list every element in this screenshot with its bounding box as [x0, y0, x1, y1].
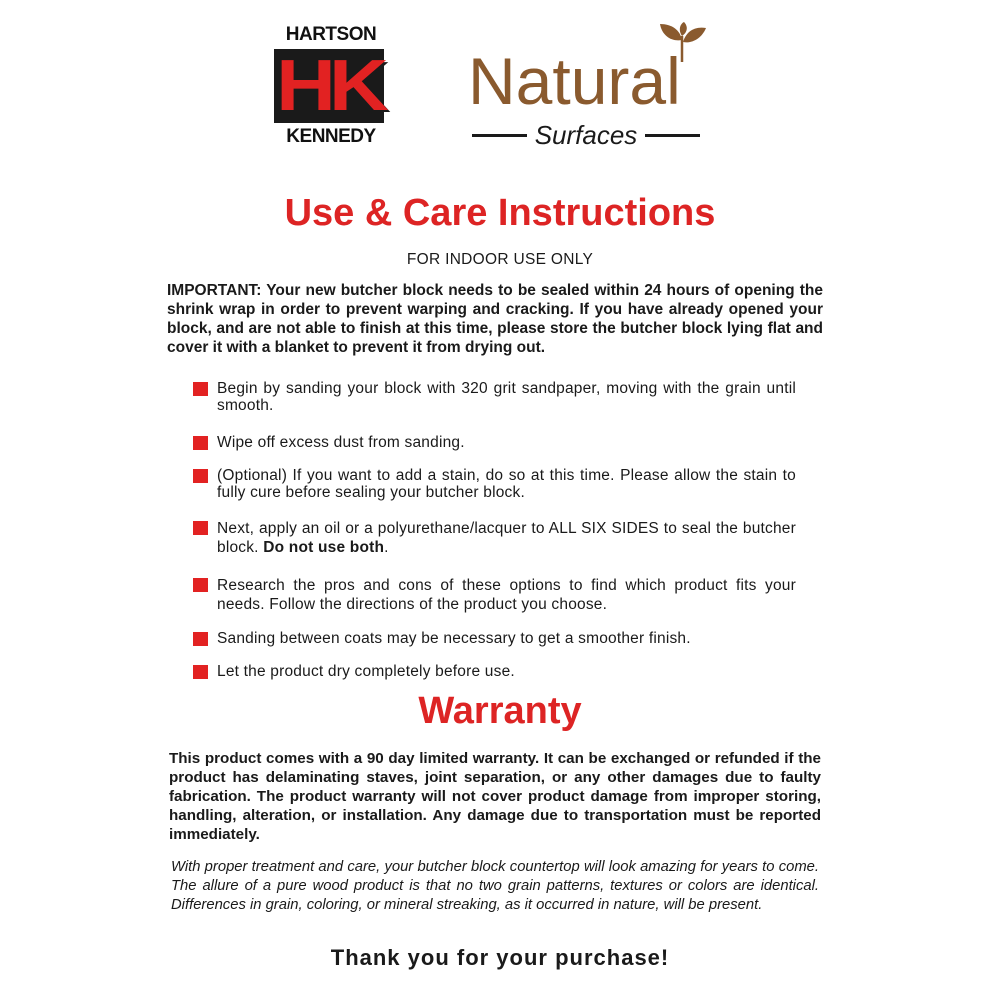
step-bold-text: Do not use both [263, 539, 385, 556]
list-item [193, 519, 796, 557]
thank-you-message: Thank you for your purchase! [330, 945, 670, 970]
list-item [193, 663, 796, 680]
step-text-after: . [384, 539, 389, 556]
bullet-square-icon [193, 469, 208, 483]
warranty-text: This product comes with a 90 day limited warranty. It can be exchanged or refunded if the product has delaminating staves, joint separation, or any other damages due to faulty fabrication. The product warranty will not cover product damage from improper storing, handling, alteration, or installation. Any damage due to transportation must be reported immediately. [169, 750, 821, 843]
bullet-square-icon [193, 436, 208, 450]
step-text: Let the product dry completely before use. [217, 663, 515, 680]
step-text: Wipe off excess dust from sanding. [217, 434, 465, 451]
list-item [193, 630, 796, 647]
care-title: Use & Care Instructions [284, 192, 716, 234]
divider-right [645, 134, 700, 137]
care-note-italic: With proper treatment and care, your butcher block countertop will look amazing for years to come. The allure of a pure wood product is that no two grain patterns, textures or colors are identical. Differences in grain, coloring, or mineral streaking, as it occurred in nature, will be present. [171, 859, 819, 913]
step-text: Research the pros and cons of these options to find which product fits your needs. Follow the directions of the product you choose. [217, 577, 796, 613]
bullet-square-icon [193, 578, 208, 592]
step-text: Next, apply an oil or a polyurethane/lacquer to ALL SIX SIDES to seal the butcher block. [217, 520, 796, 556]
important-notice: IMPORTANT: Your new butcher block needs to be sealed within 24 hours of opening the shrink wrap in order to prevent warping and cracking. If you have already opened your block, and are not able to finish at this time, please store the butcher block lying flat and cover it with a blanket to prevent it from drying out. [167, 282, 823, 356]
bullet-square-icon [193, 521, 208, 535]
hk-logo-letters: HK [276, 46, 382, 126]
bullet-square-icon [193, 382, 208, 396]
surfaces-subtitle-row [472, 120, 700, 150]
warranty-title: Warranty [418, 690, 582, 732]
natural-title: Natural [468, 44, 681, 118]
natural-surfaces-logo [468, 22, 728, 152]
bullet-square-icon [193, 665, 208, 679]
bullet-square-icon [193, 632, 208, 646]
divider-left [472, 134, 527, 137]
hk-logo-top-text: HARTSON [285, 24, 377, 45]
list-item [193, 467, 796, 501]
list-item [193, 380, 796, 414]
hk-logo-box [274, 46, 384, 126]
logo-bar [0, 22, 1000, 162]
hartson-kennedy-logo [272, 24, 390, 148]
list-item [193, 576, 796, 614]
hk-logo-bottom-text: KENNEDY [286, 126, 376, 147]
list-item [193, 434, 796, 451]
indoor-note: FOR INDOOR USE ONLY [406, 251, 594, 268]
step-text: (Optional) If you want to add a stain, do so at this time. Please allow the stain to fully cure before sealing your butcher block. [217, 467, 796, 501]
step-text: Begin by sanding your block with 320 grit sandpaper, moving with the grain until smooth. [217, 380, 796, 414]
step-text: Sanding between coats may be necessary to get a smoother finish. [217, 630, 691, 647]
surfaces-subtitle: Surfaces [534, 119, 638, 150]
care-steps-list [193, 380, 796, 680]
